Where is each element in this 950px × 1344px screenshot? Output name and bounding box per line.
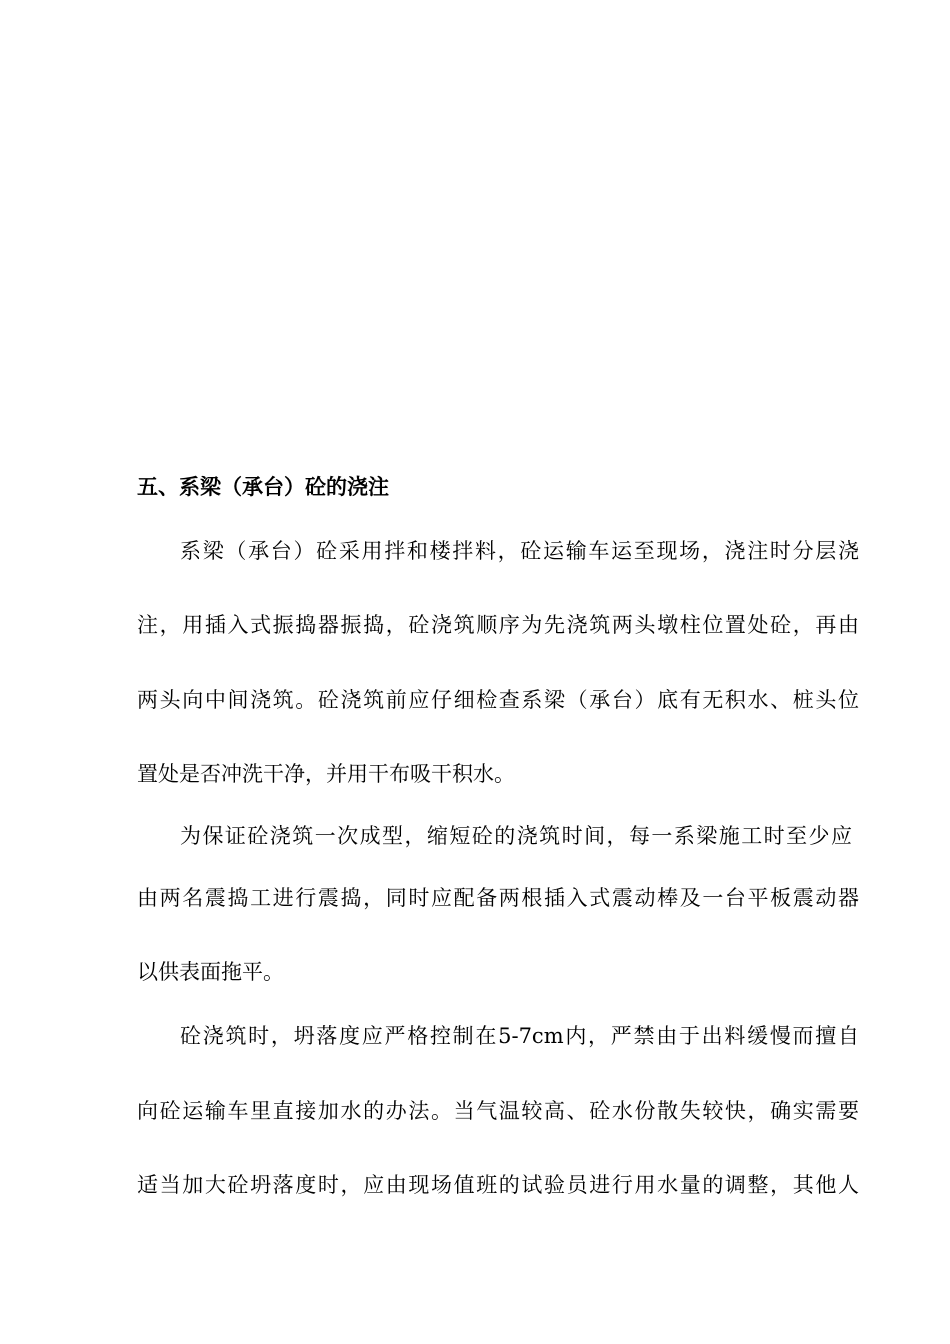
paragraph-line: 以供表面拖平。 [137,960,284,984]
paragraph-line: 两头向中间浇筑。砼浇筑前应仔细检查系梁（承台）底有无积水、桩头位 [137,688,859,712]
paragraph-line: 由两名震捣工进行震捣，同时应配备两根插入式震动棒及一台平板震动器 [137,886,859,910]
paragraph-line: 置处是否冲洗干净，并用干布吸干积水。 [137,762,515,786]
paragraph-line: 砼浇筑时，坍落度应严格控制在5-7cm内，严禁由于出料缓慢而擅自 [180,1024,859,1048]
paragraph-line: 注，用插入式振捣器振捣，砼浇筑顺序为先浇筑两头墩柱位置处砼，再由 [137,613,859,637]
section-heading: 五、系梁（承台）砼的浇注 [137,474,389,499]
paragraph-line: 系梁（承台）砼采用拌和楼拌料，砼运输车运至现场，浇注时分层浇 [180,539,859,563]
paragraph-line: 适当加大砼坍落度时，应由现场值班的试验员进行用水量的调整，其他人 [137,1173,859,1197]
paragraph-line: 为保证砼浇筑一次成型，缩短砼的浇筑时间，每一系梁施工时至少应 [180,824,852,848]
paragraph-line: 向砼运输车里直接加水的办法。当气温较高、砼水份散失较快，确实需要 [137,1099,859,1123]
